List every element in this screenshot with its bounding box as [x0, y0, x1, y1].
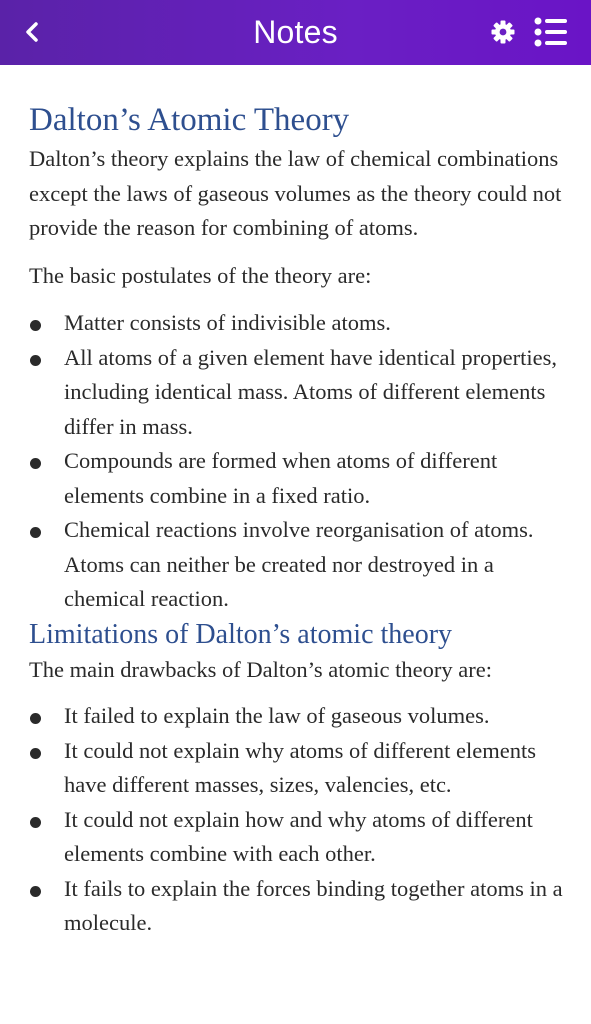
back-button[interactable]: [14, 14, 50, 50]
bullet-icon: [30, 748, 41, 759]
limitations-heading: Limitations of Dalton’s atomic theory: [29, 618, 453, 650]
chevron-left-icon: [22, 20, 42, 44]
list-item-text: It could not explain how and why atoms of different elements combine with each other.: [64, 806, 533, 866]
bullet-icon: [30, 527, 41, 538]
intro-paragraph: Dalton’s theory explains the law of chemical combinations except the laws of gaseous volumes as the theory could not provide the reason for combining of atoms.: [29, 146, 562, 240]
list-item-text: Compounds are formed when atoms of different elements combine in a fixed ratio.: [64, 448, 498, 508]
list-item-text: Matter consists of indivisible atoms.: [64, 310, 391, 335]
postulates-list: [29, 306, 575, 617]
list-item-text: Chemical reactions involve reorganisation of atoms. Atoms can neither be created nor destroyed in a chemical reaction.: [64, 517, 534, 611]
postulates-intro: The basic postulates of the theory are:: [29, 262, 372, 288]
list-item-text: It failed to explain the law of gaseous volumes.: [64, 703, 490, 728]
bullet-icon: [30, 817, 41, 828]
bullet-icon: [30, 886, 41, 897]
bullet-icon: [30, 320, 41, 331]
list-item: [29, 513, 575, 617]
bullet-icon: [30, 713, 41, 724]
gear-icon: [490, 19, 516, 45]
limitations-intro: The main drawbacks of Dalton’s atomic theory are:: [29, 656, 492, 682]
bullet-icon: [30, 458, 41, 469]
list-item: [29, 341, 575, 445]
list-item-text: It fails to explain the forces binding together atoms in a molecule.: [64, 875, 563, 935]
list-item: [29, 306, 575, 341]
list-item: [29, 734, 575, 803]
list-item: [29, 803, 575, 872]
app-title: Notes: [253, 14, 338, 50]
list-item: [29, 444, 575, 513]
bullet-icon: [30, 355, 41, 366]
app-bar: [0, 0, 591, 65]
list-icon: [534, 16, 568, 48]
limitations-list: [29, 699, 575, 941]
list-menu-button[interactable]: [531, 13, 571, 51]
note-title: Dalton’s Atomic Theory: [29, 102, 350, 138]
list-item-text: It could not explain why atoms of different elements have different masses, sizes, valencies, etc.: [64, 737, 536, 797]
note-content: [29, 98, 575, 941]
list-item: [29, 872, 575, 941]
list-item: [29, 699, 575, 734]
list-item-text: All atoms of a given element have identical properties, including identical mass. Atoms of different elements differ in mass.: [64, 344, 557, 439]
settings-button[interactable]: [487, 16, 519, 48]
